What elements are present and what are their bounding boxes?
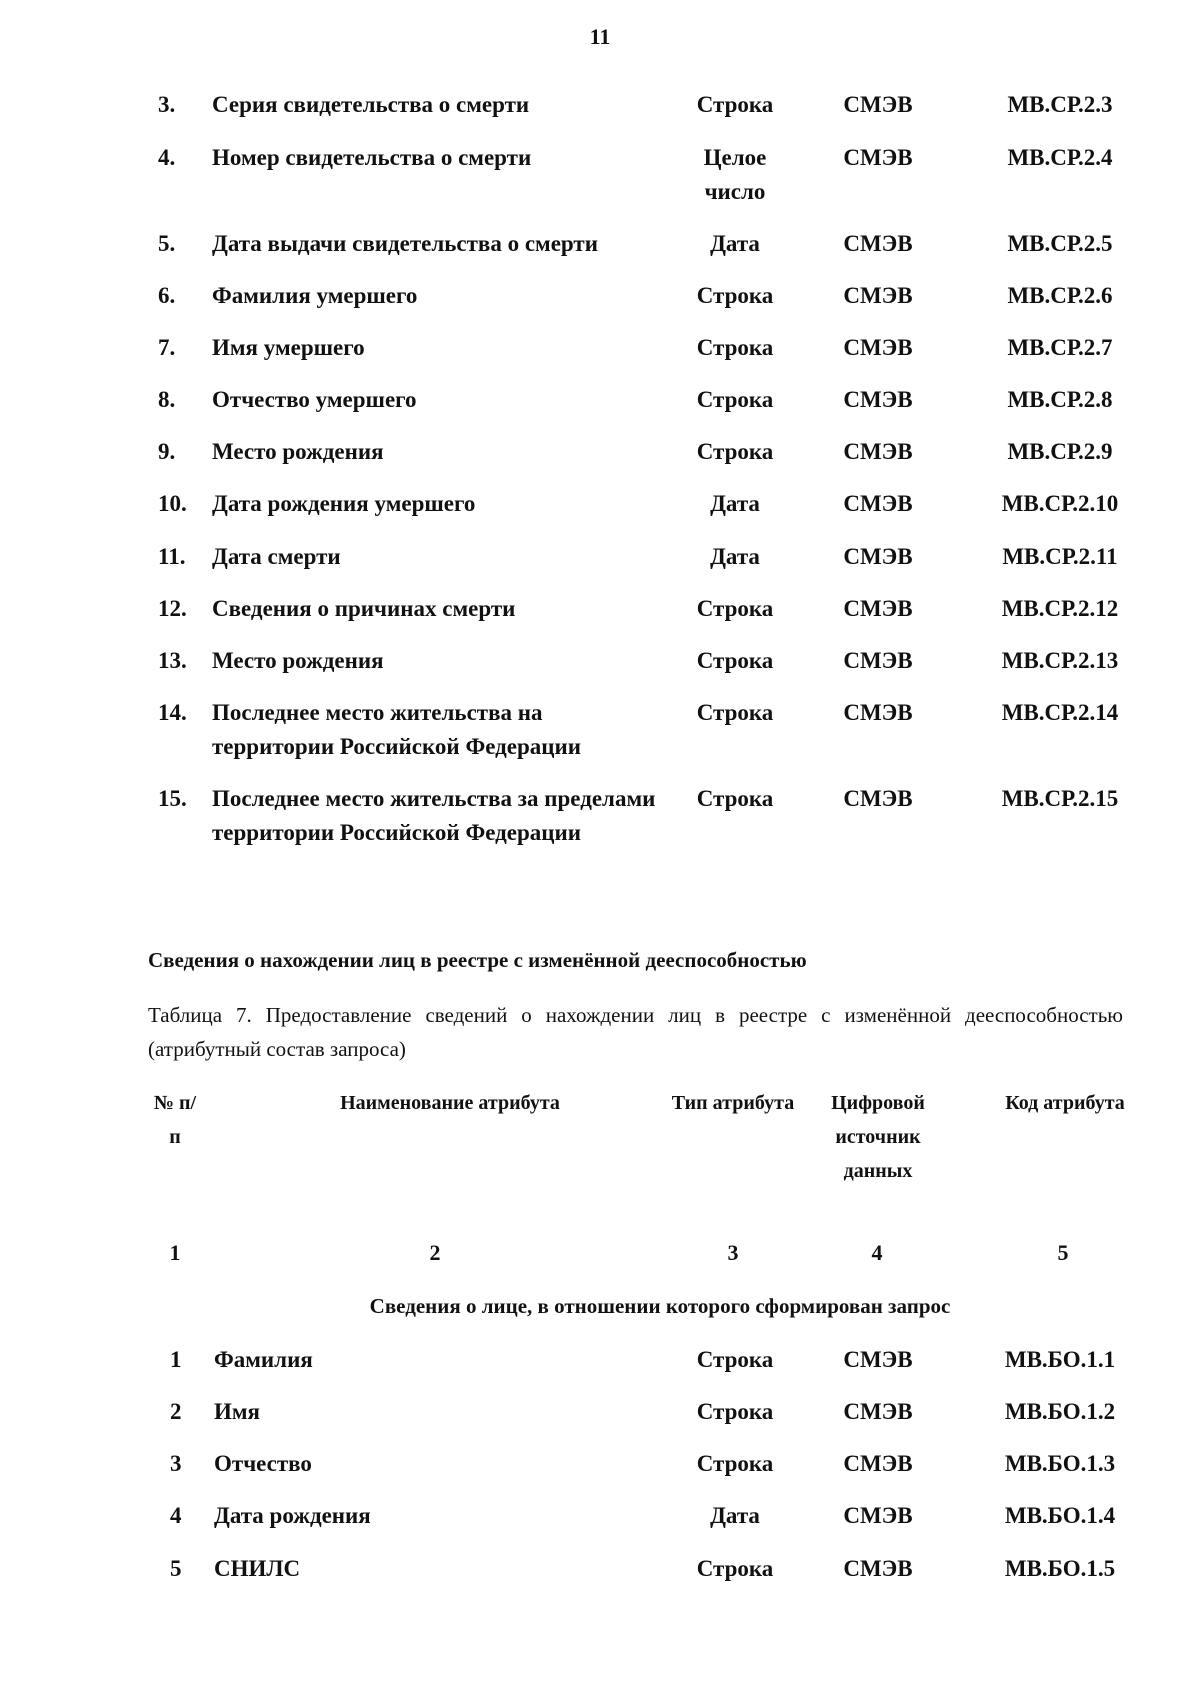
column-number: 3 <box>727 1240 739 1265</box>
attribute-type: Строка <box>696 92 774 117</box>
attribute-code: МВ.СР.2.4 <box>1007 145 1113 170</box>
attribute-type: Дата <box>710 231 760 256</box>
row-number: 6. <box>158 283 176 308</box>
data-source: СМЭВ <box>843 544 913 569</box>
row-number: 12. <box>158 596 187 621</box>
attribute-type: Дата <box>710 491 760 516</box>
attribute-name: Имя <box>214 1399 260 1424</box>
data-source: СМЭВ <box>843 283 913 308</box>
attribute-type: Строка <box>696 439 774 464</box>
attribute-type: Строка <box>696 283 774 308</box>
attribute-name: Номер свидетельства о смерти <box>212 145 532 170</box>
attribute-code: МВ.СР.2.9 <box>1007 439 1113 464</box>
attribute-type: Строка <box>696 1399 774 1424</box>
attribute-code: МВ.БО.1.1 <box>1004 1347 1116 1372</box>
row-number: 2 <box>170 1399 182 1424</box>
data-source: СМЭВ <box>843 700 913 725</box>
attribute-code: МВ.СР.2.10 <box>1001 491 1119 516</box>
data-source: СМЭВ <box>843 231 913 256</box>
attribute-code: МВ.СР.2.13 <box>1001 648 1119 673</box>
attribute-code: МВ.СР.2.12 <box>1001 596 1119 621</box>
attribute-code: МВ.СР.2.5 <box>1007 231 1113 256</box>
attribute-type: Дата <box>710 1503 760 1528</box>
attribute-name: Фамилия <box>214 1347 313 1372</box>
row-number: 1 <box>170 1347 182 1372</box>
row-number: 5. <box>158 231 176 256</box>
row-number: 4. <box>158 145 176 170</box>
data-source: СМЭВ <box>843 1503 913 1528</box>
attribute-name: Место рождения <box>212 648 384 673</box>
data-source: СМЭВ <box>843 1556 913 1581</box>
row-number: 8. <box>158 387 176 412</box>
data-source: СМЭВ <box>843 335 913 360</box>
attribute-type: Целое число <box>703 145 767 204</box>
attribute-name: Дата выдачи свидетельства о смерти <box>212 231 598 256</box>
row-number: 15. <box>158 786 187 811</box>
attribute-type: Строка <box>696 1347 774 1372</box>
row-number: 13. <box>158 648 187 673</box>
table-subtitle: Сведения о лице, в отношении которого сформирован запрос <box>369 1294 951 1318</box>
attribute-name: Отчество <box>214 1451 312 1476</box>
row-number: 10. <box>158 491 187 516</box>
data-source: СМЭВ <box>843 145 913 170</box>
table-caption-text: Предоставление сведений о нахождении лиц в реестре с изменённой дееспособностью (атрибутный состав запроса) <box>148 1003 1123 1061</box>
attribute-name: Последнее место жительства на территории Российской Федерации <box>212 700 581 759</box>
attribute-code: МВ.БО.1.2 <box>1004 1399 1116 1424</box>
section-title: Сведения о нахождении лиц в реестре с изменённой дееспособностью <box>148 948 807 972</box>
attribute-type: Строка <box>696 596 774 621</box>
attribute-name: Дата рождения <box>214 1503 371 1528</box>
attribute-code: МВ.СР.2.15 <box>1001 786 1119 811</box>
attribute-type: Строка <box>696 1451 774 1476</box>
attribute-code: МВ.БО.1.4 <box>1004 1503 1116 1528</box>
row-number: 3 <box>170 1451 182 1476</box>
header-attribute-name: Наименование атрибута <box>340 1092 560 1114</box>
data-source: СМЭВ <box>843 439 913 464</box>
attribute-name: Дата смерти <box>212 544 341 569</box>
table-caption <box>148 998 1123 1066</box>
header-attribute-code: Код атрибута <box>1005 1092 1125 1114</box>
attribute-type: Строка <box>696 700 774 725</box>
attribute-name: СНИЛС <box>214 1556 301 1581</box>
attribute-name: Дата рождения умершего <box>212 491 476 516</box>
data-source: СМЭВ <box>843 596 913 621</box>
header-attribute-type: Тип атрибута <box>671 1092 795 1114</box>
attribute-type: Строка <box>696 786 774 811</box>
attribute-type: Строка <box>696 335 774 360</box>
data-source: СМЭВ <box>843 491 913 516</box>
header-data-source: Цифровой источник данных <box>831 1092 925 1182</box>
data-source: СМЭВ <box>843 1347 913 1372</box>
column-number: 2 <box>429 1240 441 1265</box>
attribute-type: Дата <box>710 544 760 569</box>
attribute-code: МВ.БО.1.3 <box>1004 1451 1116 1476</box>
data-source: СМЭВ <box>843 92 913 117</box>
data-source: СМЭВ <box>843 648 913 673</box>
attribute-code: МВ.СР.2.7 <box>1007 335 1113 360</box>
attribute-code: МВ.СР.2.11 <box>1002 544 1118 569</box>
attribute-code: МВ.СР.2.3 <box>1007 92 1113 117</box>
column-number: 4 <box>871 1240 883 1265</box>
attribute-type: Строка <box>696 648 774 673</box>
row-number: 11. <box>158 544 186 569</box>
row-number: 5 <box>170 1556 182 1581</box>
attribute-code: МВ.СР.2.8 <box>1007 387 1113 412</box>
attribute-code: МВ.БО.1.5 <box>1004 1556 1116 1581</box>
data-source: СМЭВ <box>843 387 913 412</box>
row-number: 4 <box>170 1503 182 1528</box>
row-number: 7. <box>158 335 176 360</box>
page-number: 11 <box>589 24 611 49</box>
attribute-code: МВ.СР.2.14 <box>1001 700 1119 725</box>
attribute-name: Серия свидетельства о смерти <box>212 92 530 117</box>
attribute-code: МВ.СР.2.6 <box>1007 283 1113 308</box>
header-number: № п/ п <box>153 1092 197 1148</box>
attribute-name: Фамилия умершего <box>212 283 418 308</box>
data-source: СМЭВ <box>843 786 913 811</box>
attribute-name: Сведения о причинах смерти <box>212 596 516 621</box>
data-source: СМЭВ <box>843 1451 913 1476</box>
row-number: 14. <box>158 700 187 725</box>
table-caption-label: Таблица 7. <box>148 1003 252 1027</box>
attribute-type: Строка <box>696 387 774 412</box>
row-number: 9. <box>158 439 176 464</box>
column-number: 5 <box>1057 1240 1069 1265</box>
data-source: СМЭВ <box>843 1399 913 1424</box>
attribute-name: Последнее место жительства за пределами территории Российской Федерации <box>212 786 656 845</box>
attribute-name: Место рождения <box>212 439 384 464</box>
attribute-type: Строка <box>696 1556 774 1581</box>
attribute-name: Имя умершего <box>212 335 365 360</box>
column-number: 1 <box>169 1240 181 1265</box>
row-number: 3. <box>158 92 176 117</box>
attribute-name: Отчество умершего <box>212 387 417 412</box>
